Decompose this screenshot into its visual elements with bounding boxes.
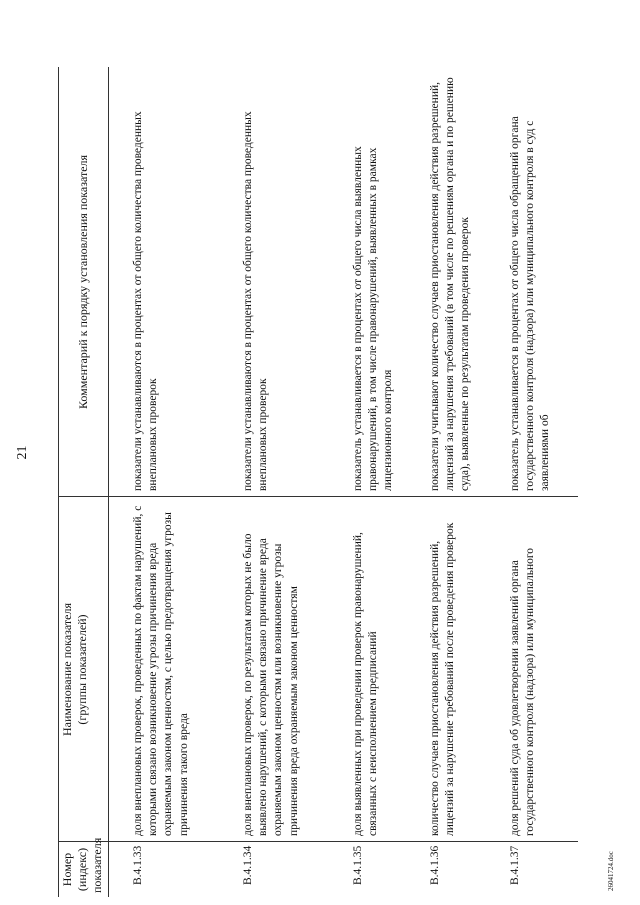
row-name: доля внеплановых проверок, по результатам которых не было выявлено нарушений, с которыми связано причинение вреда охраняемым законом ценностям или возникновение угрозы причинения вреда охраняемым законом ценностям: [242, 533, 300, 836]
row-index: В.4.1.35: [352, 845, 364, 885]
row-comment: показатель устанавливается в процентах от общего числа выявленных правонарушений, в том числе правонарушений, выявленных в рамках лицензионного контроля: [352, 146, 395, 491]
row-index: В.4.1.34: [242, 845, 254, 885]
row-comment: показатель устанавливается в процентах от общего числа обращений органа государственного контроля (надзора) или муниципального контроля в суд с заявлениями об: [509, 116, 552, 491]
header-name-line: Наименование показателя: [60, 603, 74, 736]
row-comment: показатели учитывают количество случаев приостановления действия разрешений, лицензий за нарушения требований (в том числе по решениям органа и по решению суда), выявленные по результатам проведения проверок: [429, 77, 472, 491]
indicators-table: [58, 67, 554, 897]
row-name: доля внеплановых проверок, проведенных по фактам нарушений, с которыми связано возникновение угрозы причинения вреда охраняемым законом ценностям, с целью предотвращения угрозы причинения такого вреда: [132, 505, 190, 836]
table-row: [239, 67, 349, 897]
table-row: [349, 67, 426, 897]
header-comment-line: Комментарий к порядку установления показателя: [75, 154, 90, 410]
page-number: 21: [15, 445, 30, 460]
row-index: В.4.1.36: [429, 845, 441, 885]
header-index-line: (индекс): [75, 847, 89, 892]
footer-code: 26041724.doc: [607, 851, 615, 891]
table-row: [129, 67, 239, 897]
row-index: В.4.1.37: [509, 845, 521, 885]
header-index-line: Номер: [60, 852, 74, 887]
header-name: [58, 497, 109, 842]
header-name-line: (группы показателей): [75, 614, 89, 725]
table-row: [506, 67, 554, 897]
row-comment: показатели устанавливаются в процентах от общего количества проведенных внеплановых проверок: [242, 111, 270, 491]
header-index-line: показателя: [90, 837, 104, 893]
row-name: доля выявленных при проведении проверок правонарушений, связанных с неисполнением предписаний: [352, 532, 380, 836]
table-header-row: [58, 67, 109, 897]
header-comment: [58, 67, 109, 497]
row-name: количество случаев приостановления действия разрешений, лицензий за нарушение требований после проведения проверок: [429, 522, 457, 836]
row-index: В.4.1.33: [132, 845, 144, 885]
header-index: [58, 837, 109, 897]
row-name: доля решений суда об удовлетворении заявлений органа государственного контроля (надзора) или муниципального: [509, 547, 537, 836]
row-comment: показатели устанавливаются в процентах от общего количества проведенных внеплановых проверок: [132, 111, 160, 491]
table-row: [426, 67, 506, 897]
